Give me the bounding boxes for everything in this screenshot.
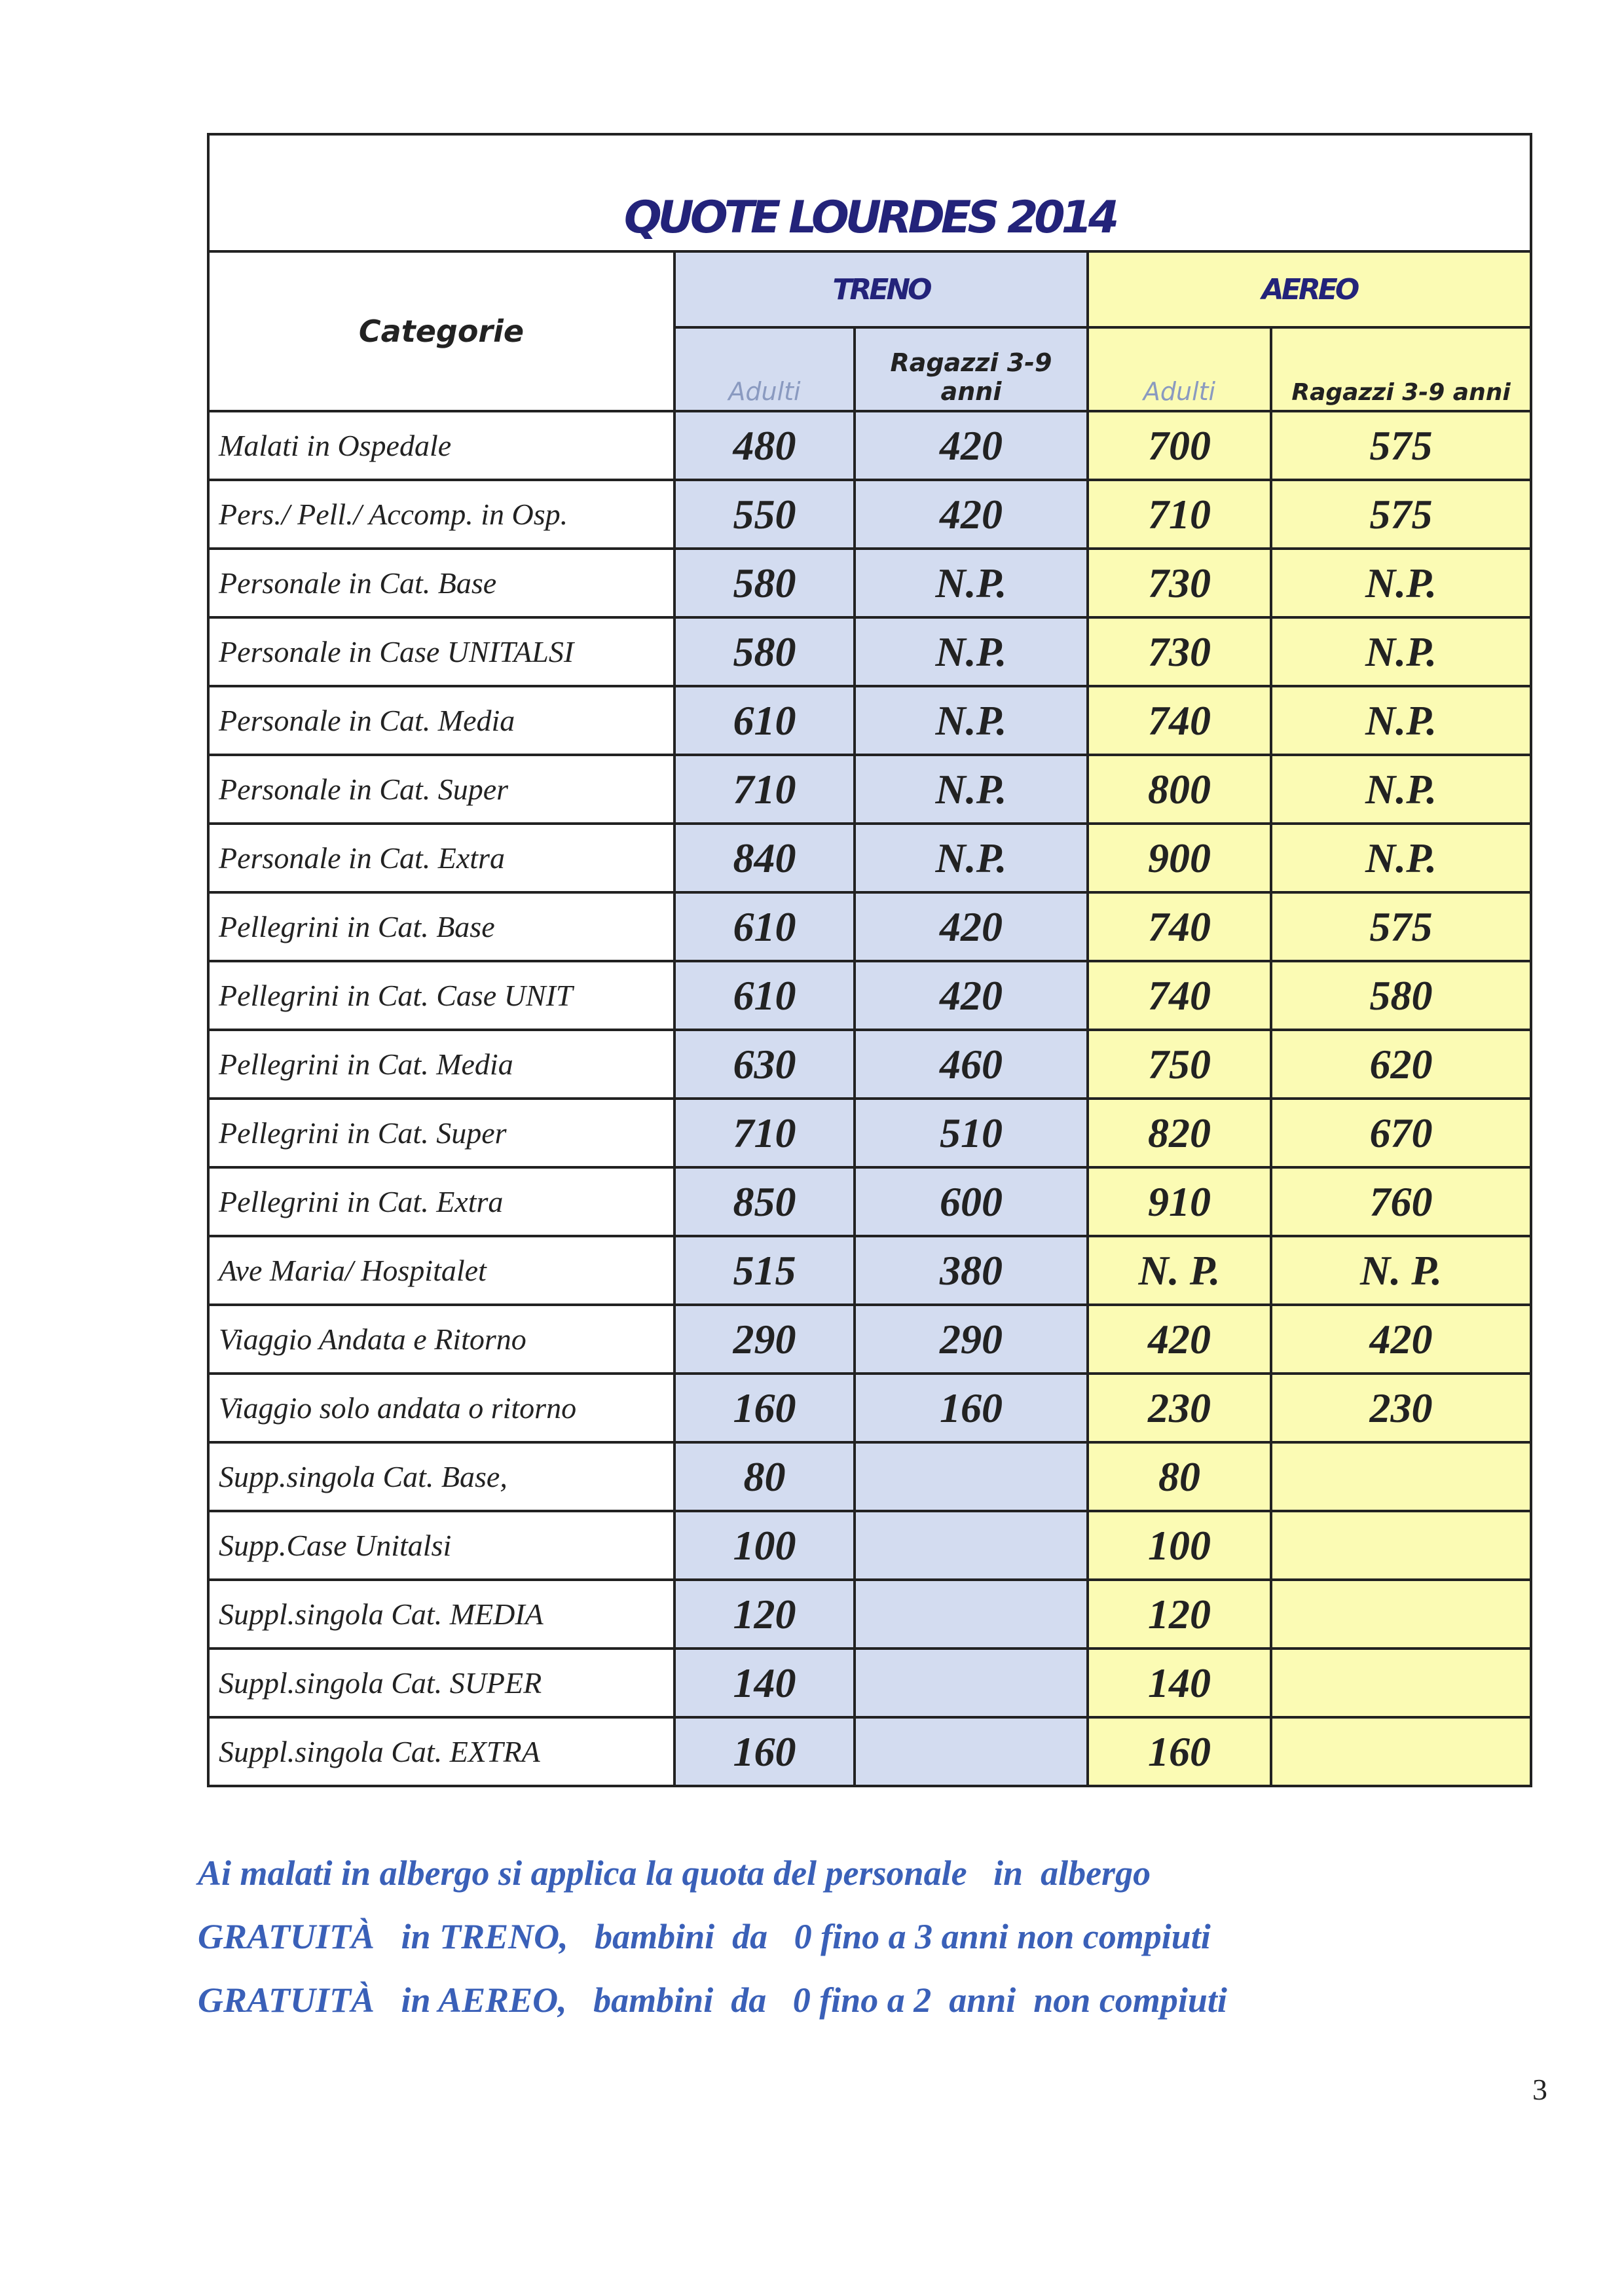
aereo-ragazzi-cell [1271, 1717, 1531, 1786]
table-row [208, 1511, 1531, 1580]
aereo-ragazzi-cell: 760 [1271, 1167, 1531, 1236]
category-cell: Ave Maria/ Hospitalet [208, 1236, 674, 1305]
treno-ragazzi-cell: N.P. [855, 686, 1088, 755]
category-cell: Personale in Cat. Super [208, 755, 674, 824]
category-cell: Supp.singola Cat. Base, [208, 1442, 674, 1511]
category-header: Categorie [208, 251, 674, 411]
treno-adulti-cell: 840 [674, 824, 855, 892]
table-row [208, 480, 1531, 549]
aereo-ragazzi-header: Ragazzi 3-9 anni [1271, 327, 1531, 411]
aereo-adulti-header: Adulti [1088, 327, 1271, 411]
note-gratuita-aereo: GRATUITÀ in AEREO, bambini da 0 fino a 2 anni non compiuti [198, 1980, 1227, 2020]
aereo-ragazzi-cell: 580 [1271, 961, 1531, 1030]
table-row [208, 1099, 1531, 1167]
aereo-ragazzi-cell [1271, 1511, 1531, 1580]
aereo-ragazzi-cell [1271, 1580, 1531, 1649]
category-cell: Personale in Case UNITALSI [208, 617, 674, 686]
aereo-ragazzi-cell: N.P. [1271, 755, 1531, 824]
treno-adulti-cell: 100 [674, 1511, 855, 1580]
treno-ragazzi-cell: N.P. [855, 755, 1088, 824]
category-cell: Pellegrini in Cat. Super [208, 1099, 674, 1167]
aereo-adulti-cell: 420 [1088, 1305, 1271, 1374]
treno-adulti-cell: 580 [674, 549, 855, 617]
aereo-adulti-cell: 730 [1088, 549, 1271, 617]
treno-adulti-cell: 610 [674, 961, 855, 1030]
aereo-adulti-cell: 820 [1088, 1099, 1271, 1167]
table-row [208, 411, 1531, 480]
aereo-ragazzi-cell: N.P. [1271, 824, 1531, 892]
aereo-adulti-cell: 700 [1088, 411, 1271, 480]
aereo-adulti-cell: 730 [1088, 617, 1271, 686]
table-row [208, 686, 1531, 755]
treno-adulti-cell: 120 [674, 1580, 855, 1649]
aereo-ragazzi-cell [1271, 1442, 1531, 1511]
treno-adulti-header: Adulti [674, 327, 855, 411]
treno-header: TRENO [674, 251, 1088, 327]
aereo-adulti-cell: 900 [1088, 824, 1271, 892]
category-cell: Pers./ Pell./ Accomp. in Osp. [208, 480, 674, 549]
aereo-adulti-cell: 120 [1088, 1580, 1271, 1649]
treno-ragazzi-cell [855, 1511, 1088, 1580]
treno-ragazzi-cell [855, 1580, 1088, 1649]
treno-adulti-cell: 290 [674, 1305, 855, 1374]
note-gratuita-treno: GRATUITÀ in TRENO, bambini da 0 fino a 3 anni non compiuti [198, 1917, 1211, 1956]
aereo-ragazzi-cell: 230 [1271, 1374, 1531, 1442]
category-cell: Suppl.singola Cat. SUPER [208, 1649, 674, 1717]
table-row [208, 1580, 1531, 1649]
table-row [208, 549, 1531, 617]
aereo-ragazzi-cell: 575 [1271, 480, 1531, 549]
table-row [208, 1649, 1531, 1717]
category-cell: Pellegrini in Cat. Case UNIT [208, 961, 674, 1030]
treno-ragazzi-cell: 420 [855, 480, 1088, 549]
table-row [208, 1442, 1531, 1511]
treno-ragazzi-cell [855, 1442, 1088, 1511]
table-row [208, 1717, 1531, 1786]
treno-ragazzi-cell [855, 1649, 1088, 1717]
treno-ragazzi-cell [855, 1717, 1088, 1786]
aereo-adulti-cell: 140 [1088, 1649, 1271, 1717]
category-cell: Personale in Cat. Extra [208, 824, 674, 892]
table-row [208, 892, 1531, 961]
category-cell: Supp.Case Unitalsi [208, 1511, 674, 1580]
treno-ragazzi-cell: N.P. [855, 549, 1088, 617]
aereo-adulti-cell: 740 [1088, 892, 1271, 961]
aereo-ragazzi-cell: N.P. [1271, 686, 1531, 755]
category-cell: Malati in Ospedale [208, 411, 674, 480]
treno-ragazzi-cell: 600 [855, 1167, 1088, 1236]
aereo-adulti-cell: N. P. [1088, 1236, 1271, 1305]
aereo-adulti-cell: 100 [1088, 1511, 1271, 1580]
treno-adulti-cell: 140 [674, 1649, 855, 1717]
table-row [208, 1030, 1531, 1099]
table-row [208, 1374, 1531, 1442]
category-cell: Suppl.singola Cat. MEDIA [208, 1580, 674, 1649]
table-row [208, 755, 1531, 824]
aereo-ragazzi-cell [1271, 1649, 1531, 1717]
treno-adulti-cell: 710 [674, 1099, 855, 1167]
treno-ragazzi-cell: 420 [855, 892, 1088, 961]
note-malati: Ai malati in albergo si applica la quota del personale in albergo [198, 1853, 1151, 1893]
aereo-adulti-cell: 740 [1088, 686, 1271, 755]
treno-ragazzi-cell: 420 [855, 411, 1088, 480]
treno-adulti-cell: 850 [674, 1167, 855, 1236]
table-row [208, 1236, 1531, 1305]
treno-adulti-cell: 160 [674, 1374, 855, 1442]
treno-ragazzi-cell: 160 [855, 1374, 1088, 1442]
treno-adulti-cell: 160 [674, 1717, 855, 1786]
table-title: QUOTE LOURDES 2014 [208, 134, 1531, 251]
aereo-adulti-cell: 750 [1088, 1030, 1271, 1099]
aereo-ragazzi-cell: 575 [1271, 892, 1531, 961]
treno-adulti-cell: 480 [674, 411, 855, 480]
table-row [208, 1305, 1531, 1374]
treno-ragazzi-cell: 290 [855, 1305, 1088, 1374]
category-cell: Viaggio Andata e Ritorno [208, 1305, 674, 1374]
category-cell: Personale in Cat. Base [208, 549, 674, 617]
aereo-adulti-cell: 800 [1088, 755, 1271, 824]
table-row [208, 824, 1531, 892]
aereo-adulti-cell: 740 [1088, 961, 1271, 1030]
treno-ragazzi-cell: 380 [855, 1236, 1088, 1305]
category-cell: Personale in Cat. Media [208, 686, 674, 755]
aereo-ragazzi-cell: 575 [1271, 411, 1531, 480]
aereo-adulti-cell: 160 [1088, 1717, 1271, 1786]
aereo-ragazzi-cell: 420 [1271, 1305, 1531, 1374]
aereo-ragazzi-cell: N.P. [1271, 617, 1531, 686]
aereo-ragazzi-cell: N.P. [1271, 549, 1531, 617]
aereo-adulti-cell: 80 [1088, 1442, 1271, 1511]
aereo-ragazzi-cell: 620 [1271, 1030, 1531, 1099]
treno-ragazzi-cell: 420 [855, 961, 1088, 1030]
page-number: 3 [1532, 2073, 1547, 2106]
category-cell: Suppl.singola Cat. EXTRA [208, 1717, 674, 1786]
treno-adulti-cell: 710 [674, 755, 855, 824]
price-table [207, 133, 1532, 1787]
treno-ragazzi-cell: 460 [855, 1030, 1088, 1099]
aereo-adulti-cell: 230 [1088, 1374, 1271, 1442]
aereo-adulti-cell: 910 [1088, 1167, 1271, 1236]
table-row [208, 617, 1531, 686]
treno-ragazzi-cell: N.P. [855, 824, 1088, 892]
treno-adulti-cell: 580 [674, 617, 855, 686]
treno-adulti-cell: 515 [674, 1236, 855, 1305]
category-cell: Pellegrini in Cat. Media [208, 1030, 674, 1099]
category-cell: Pellegrini in Cat. Extra [208, 1167, 674, 1236]
table-row [208, 961, 1531, 1030]
treno-adulti-cell: 550 [674, 480, 855, 549]
category-cell: Viaggio solo andata o ritorno [208, 1374, 674, 1442]
treno-adulti-cell: 630 [674, 1030, 855, 1099]
aereo-ragazzi-cell: 670 [1271, 1099, 1531, 1167]
treno-ragazzi-header: Ragazzi 3-9 anni [855, 327, 1088, 411]
category-cell: Pellegrini in Cat. Base [208, 892, 674, 961]
treno-adulti-cell: 610 [674, 686, 855, 755]
treno-ragazzi-cell: 510 [855, 1099, 1088, 1167]
treno-adulti-cell: 610 [674, 892, 855, 961]
aereo-ragazzi-cell: N. P. [1271, 1236, 1531, 1305]
aereo-header: AEREO [1088, 251, 1531, 327]
table-row [208, 1167, 1531, 1236]
treno-adulti-cell: 80 [674, 1442, 855, 1511]
treno-ragazzi-cell: N.P. [855, 617, 1088, 686]
aereo-adulti-cell: 710 [1088, 480, 1271, 549]
